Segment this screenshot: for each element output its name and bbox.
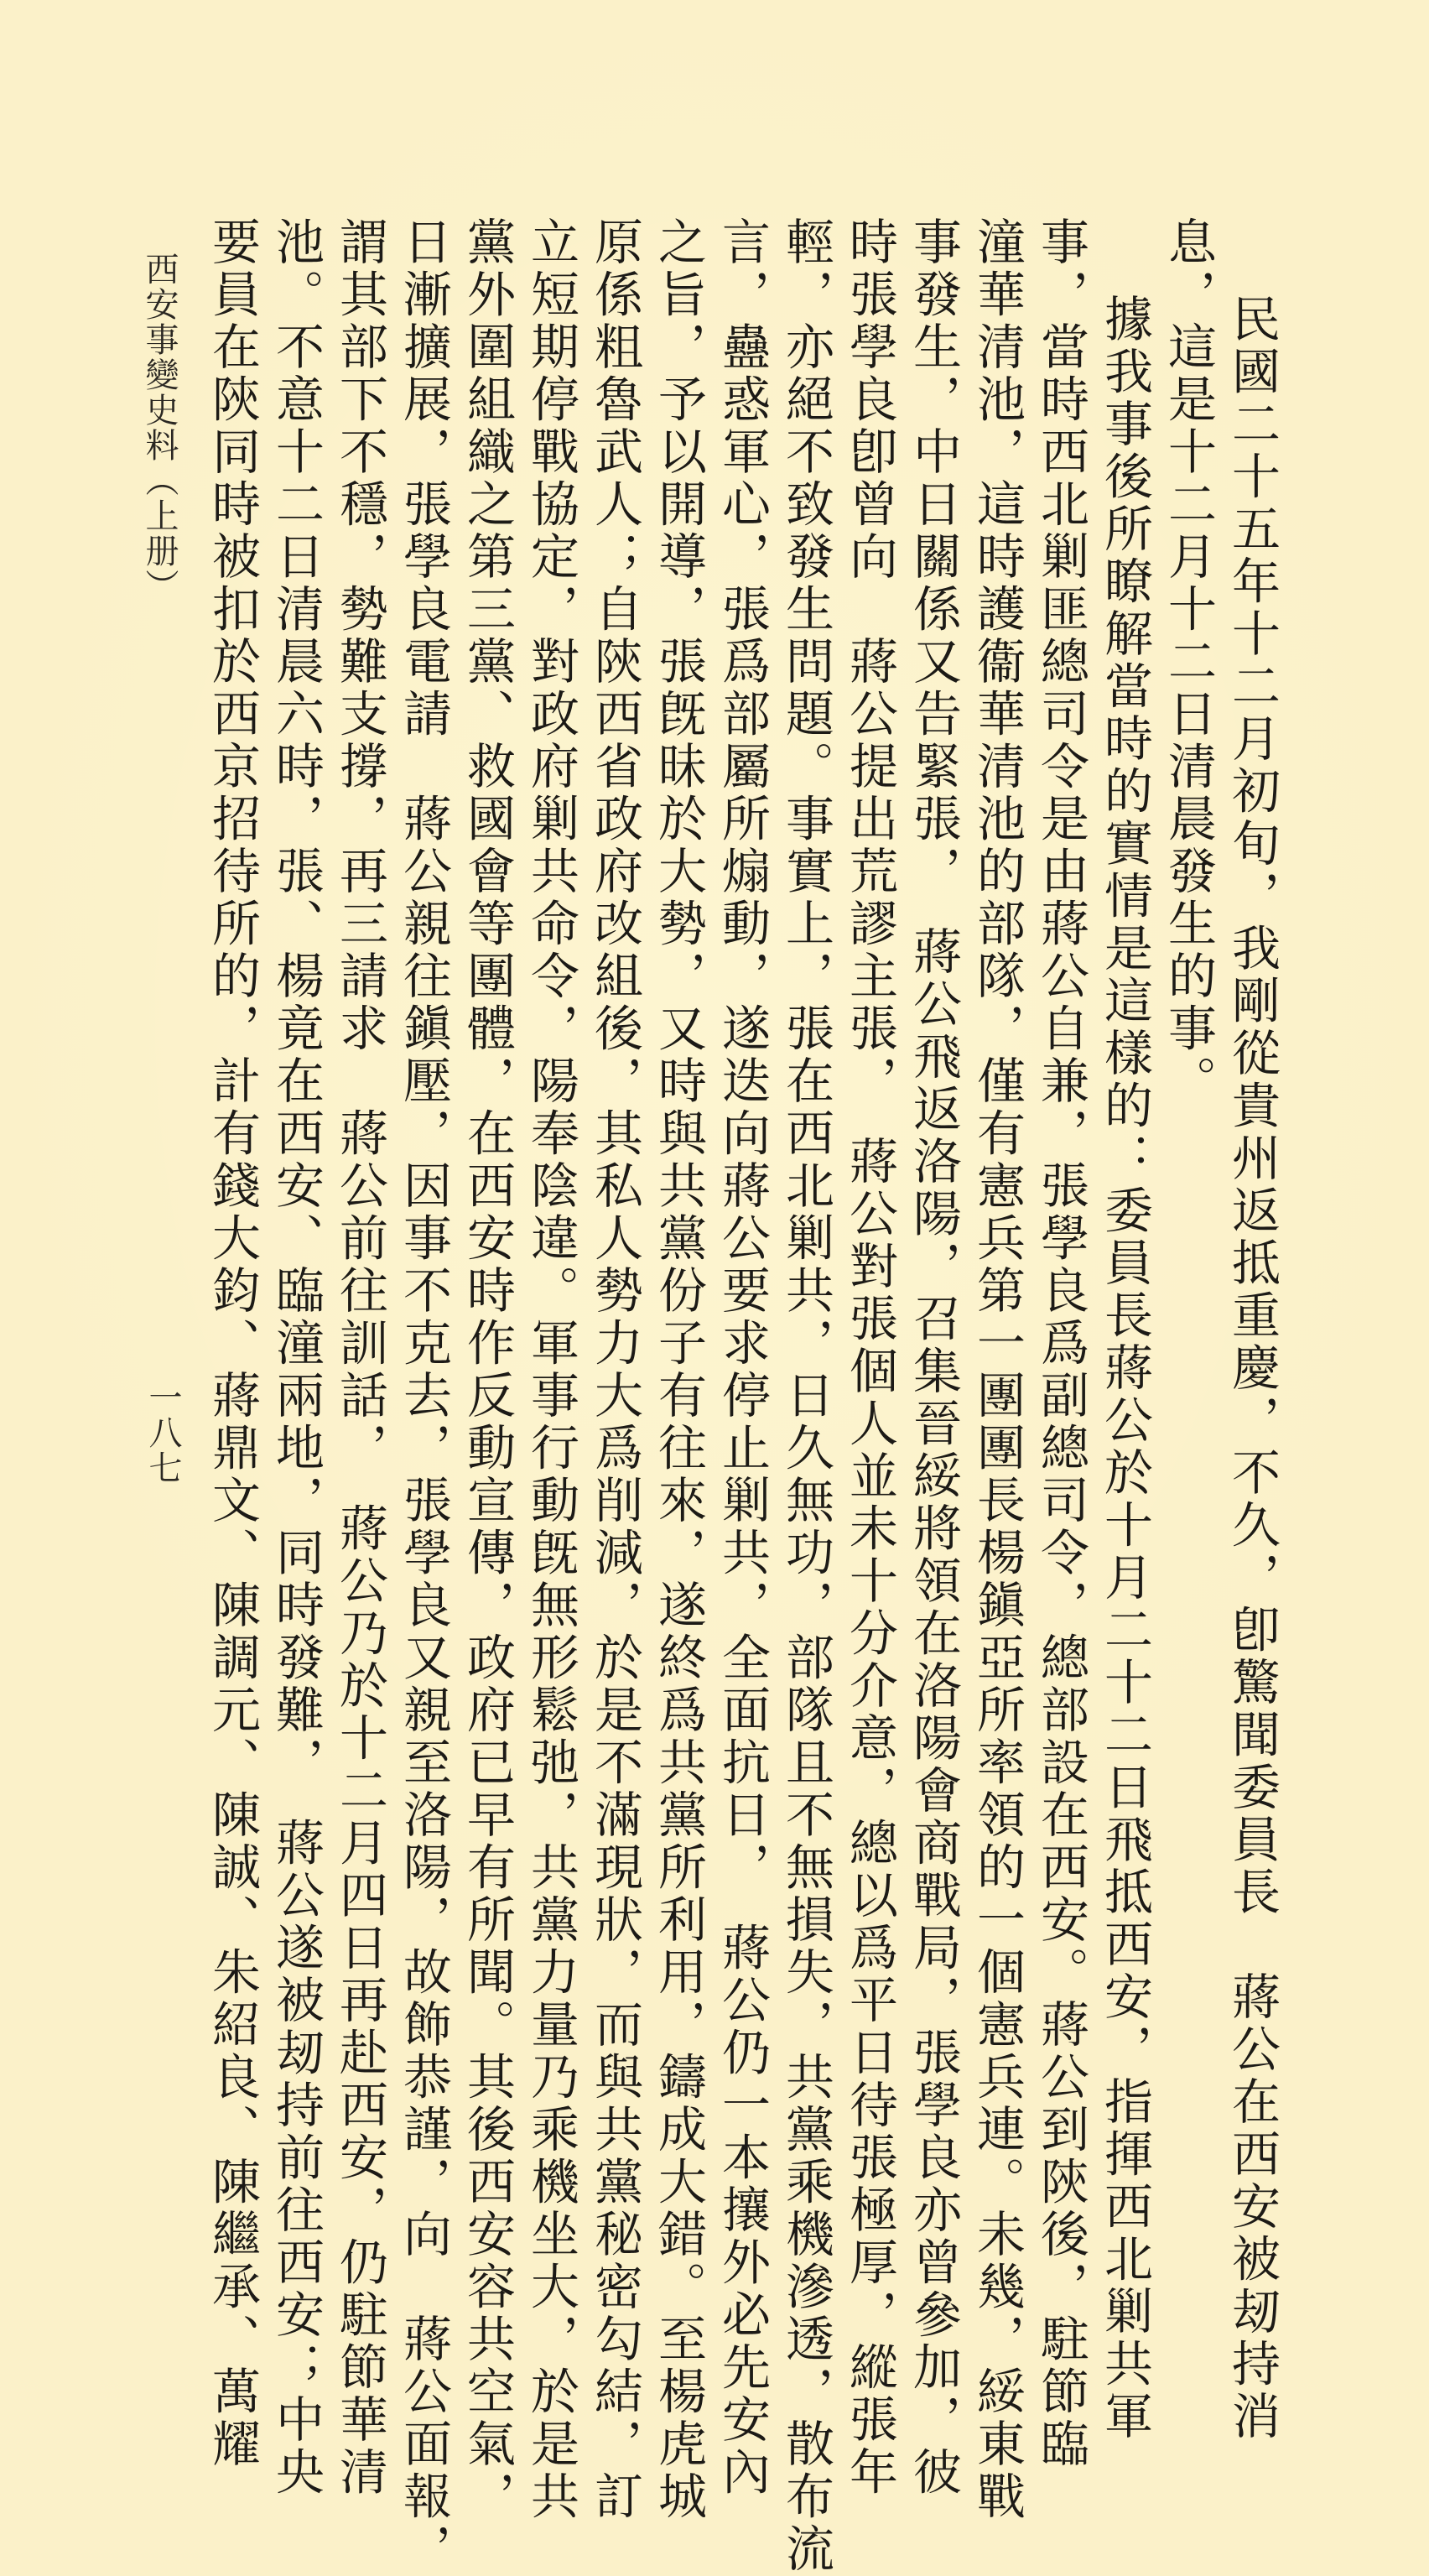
text-column-4: 事，當時西北剿匪總司令是由蔣公自兼，張學良爲副總司令，總部設在西安。蔣公到陝後，駐節臨 [1032, 216, 1089, 2471]
text-column-10: 之旨，予以開導，張旣昧於大勢，又時與共黨份子有往來，遂終爲共黨所利用，鑄成大錯。至楊虎城 [650, 216, 707, 2523]
text-column-9: 言，蠱惑軍心，張爲部屬所煽動，遂迭向蔣公要求停止剿共，全面抗日， 蔣公仍一本攘外必先安內 [714, 216, 771, 2499]
text-column-3: 據我事後所瞭解當時的實情是這樣的：委員長蔣公於十月二十二日飛抵西安，指揮西北剿共軍 [1096, 294, 1153, 2443]
text-column-12: 立短期停戰協定，對政府剿共命令，陽奉陰違。軍事行動旣無形鬆弛，共黨力量乃乘機坐大，於是共 [522, 216, 579, 2523]
text-column-16: 池。不意十二日清晨六時，張、楊竟在西安、臨潼兩地，同時發難， 蔣公遂被刼持前往西安；中央 [268, 216, 325, 2499]
page-number: 一八七 [143, 1380, 182, 1486]
text-column-13: 黨外圍組織之第三黨、救國會等團體，在西安時作反動宣傳，政府已早有所聞。其後西安容共空氣， [459, 216, 516, 2523]
text-column-2: 息，這是十二月十二日清晨發生的事。 [1160, 216, 1217, 1108]
text-column-11: 原係粗魯武人；自陝西省政府改組後，其私人勢力大爲削減，於是不滿現狀，而與共黨秘密勾結，訂 [586, 216, 643, 2523]
book-title-footer: 西安事變史料（上册） [140, 252, 179, 604]
text-column-8: 輕，亦絕不致發生問題。事實上，張在西北剿共，日久無功，部隊且不無損失，共黨乘機滲透，散布流 [777, 216, 834, 2576]
text-column-15: 謂其部下不穩，勢難支撐，再三請求 蔣公前往訓話， 蔣公乃於十二月四日再赴西安，仍駐節華清 [331, 216, 388, 2499]
text-column-1: 民國二十五年十二月初旬，我剛從貴州返抵重慶，不久，卽驚聞委員長 蔣公在西安被刼持消 [1224, 294, 1281, 2443]
text-column-5: 潼華清池，這時護衞華清池的部隊，僅有憲兵第一團團長楊鎭亞所率領的一個憲兵連。未幾，綏東戰 [969, 216, 1026, 2523]
text-column-17: 要員在陝同時被扣於西京招待所的，計有錢大鈞、蔣鼎文、陳調元、陳誠、朱紹良、陳繼承、萬耀 [204, 216, 261, 2471]
text-column-14: 日漸擴展，張學良電請 蔣公親往鎭壓，因事不克去，張學良又親至洛陽，故飾恭謹，向 蔣公面報， [395, 216, 452, 2576]
text-column-6: 事發生，中日關係又告緊張， 蔣公飛返洛陽，召集晉綏將領在洛陽會商戰局，張學良亦曾參加，彼 [905, 216, 962, 2499]
text-column-7: 時張學良卽曾向 蔣公提出荒謬主張， 蔣公對張個人並未十分介意，總以爲平日待張極厚，縱張年 [841, 216, 898, 2499]
